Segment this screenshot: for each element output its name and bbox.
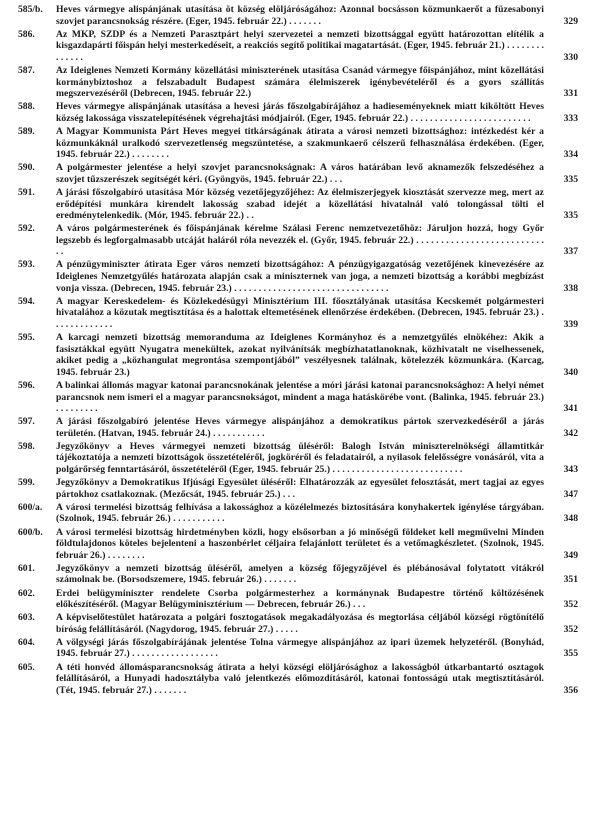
entry-page-number: 352 (563, 623, 578, 635)
entry-page-number: 352 (563, 599, 578, 611)
entry-number: 594. (18, 295, 35, 307)
entry-number: 601. (18, 562, 35, 574)
entry-number: 604. (18, 636, 35, 648)
toc-entry-595 (18, 332, 578, 378)
entry-page-number: 342 (563, 427, 578, 439)
entry-page-number: 339 (563, 318, 578, 330)
entry-text: Erdei belügyminiszter rendelete Csorba polgármesterhez a kormánynak Budapestre történő költözésének előkészítéséről. (Magyar Belügyminisztérium — Debrecen, február 26.) . . . (56, 587, 544, 611)
entry-page-number: 333 (563, 112, 578, 124)
entry-number: 585/b. (18, 4, 43, 15)
entry-number: 597. (18, 416, 35, 428)
entry-text: A járási főszolgabíró jelentése Heves vármegye alispánjához a demokratikus pártok szervezkedéséről a járás területén. (Hatvan, 1945. február 24.) . . . . . . . . . . . (56, 416, 544, 439)
entry-number: 600/a. (18, 501, 43, 513)
entry-text: A pénzügyminiszter átirata Eger város nemzeti bizottságához: A pénzügyigazgatóság vezetőjének kinevezésére az Ideiglenes Nemzetgyűlés határozata alapján csak a miniszternek van joga, a nemzeti bizottság a korábbi megbízást vonja vissza. (Debrecen, 1945. február 23.) . . . . . . . . . . . . . . . . . . . . . . . . . . . . . . . . (56, 259, 544, 294)
toc-entry-585b (18, 4, 578, 27)
toc-entry-602 (18, 588, 578, 611)
entry-number: 587. (18, 64, 35, 76)
entry-text: Az MKP, SZDP és a Nemzeti Parasztpárt helyi szervezetei a nemzeti bizottsággal együtt határozottan elítélik a kisgazdapárti főispán helyi mesterkedéseit, a reakciós segítő politikai magatartását. (Eger, 1945. február 21.) . . . . . . . . . . . . . . (56, 28, 544, 63)
entry-text: A téti honvéd állomásparancsnokság átirata a helyi községi elöljárósághoz a lakosságból útkarbantartó osztagok felállításáról, a Hunyadi hadosztályba való jelentkezés előmozdításáról, katonai fontosságú utak megtisztításáról. (Tét, 1945. február 27.) . . . . . . . (56, 661, 544, 696)
toc-entry-600a (18, 502, 578, 525)
entry-number: 605. (18, 661, 35, 673)
entry-number: 600/b. (18, 526, 43, 538)
entry-text: A képviselőtestület határozata a polgári fosztogatások megakadályozása és megtorlása céljából községi rögtönítélő bíróság felállításáról. (Nagydorog, 1945. február 27.) . . . . . (56, 612, 544, 635)
entry-page-number: 335 (563, 210, 578, 222)
entry-page-number: 340 (563, 366, 578, 378)
entry-text: Jegyzőkönyv a Heves vármegyei nemzeti bizottság üléséről: Balogh István miniszterelnökségi államtitkár tájékoztatója a nemzeti bizottságok összetételéről, jogköréről és feladatairól, a nyilasok felelősségre vonásáról, vita a polgárőrség fenntartásáról, összetételéről (Eger, 1945. február 25.) . . . . . . . . . . . . . . . . . . . . . . . . . . . (56, 440, 544, 476)
entry-number: 586. (18, 28, 35, 40)
entry-number: 593. (18, 259, 35, 271)
toc-entry-597 (18, 416, 578, 439)
entry-page-number: 347 (563, 488, 578, 500)
entry-text: A város polgármesterének és főispánjának kérelme Szálasi Ferenc nemzetvezetőhöz: Járuljon hozzá, hogy Győr legszebb és legforgalmasabb utcáját haláról róla nevezzék el. (Győr, 1945. február 22.) . . . . . . . . . . . . . . . . . . . . . . . . . . . . (56, 223, 544, 258)
toc-entry-594 (18, 296, 578, 331)
entry-page-number: 348 (563, 513, 578, 525)
entry-page-number: 329 (563, 15, 578, 27)
entry-text: A városi termelési bizottság felhívása a lakossághoz a közélelmezés biztosítására konyhakertek igénylése tárgyában. (Szolnok, 1945. február 26.) . . . . . . . . . . . (56, 501, 544, 525)
toc-entry-593 (18, 259, 578, 294)
entry-page-number: 349 (563, 549, 578, 561)
entry-page-number: 341 (563, 403, 578, 415)
entry-page-number: 355 (563, 648, 578, 660)
entry-number: 595. (18, 332, 35, 344)
entry-text: Jegyzőkönyv a nemzeti bizottság üléséről, amelyen a község főjegyzőjével és plébánosával folytatott vitákról számolnak be. (Borsodszemere, 1945. február 26.) . . . . . . . (56, 562, 544, 586)
entry-number: 592. (18, 223, 35, 235)
entry-text: Jegyzőkönyv a Demokratikus Ifjúsági Egyesület üléséről: Elhatározzák az egyesület felosztását, mert tagjai az egyes pártokhoz csatlakoznak. (Mezőcsát, 1945. február 25.) . . . (56, 477, 544, 500)
entry-text: A balinkai állomás magyar katonai parancsnokának jelentése a móri járási katonai parancsnoksághoz: A helyi német parancsnok nem ismeri el a magyar parancsnokságot, mindent a maga hatáskörébe vont. (Balinka, 1945. február 23.) . . . . . . . . . (56, 379, 544, 415)
entry-number: 603. (18, 612, 35, 624)
toc-entry-587 (18, 65, 578, 100)
toc-entry-604 (18, 637, 578, 660)
entry-number: 590. (18, 162, 35, 174)
toc-entry-590 (18, 162, 578, 185)
toc-entry-600b (18, 527, 578, 562)
entry-number: 588. (18, 101, 35, 113)
entry-text: A városi termelési bizottság hirdetményben közli, hogy elsősorban a jó minőségű földeket kell megművelni Minden földtulajdonos köteles bejelenteni a haszonbérlet céljaira felajánlott területet és a vetőmagkészletet. (Szolnok, 1945. február 26.) . . . . . . . . (56, 526, 544, 561)
entry-number: 591. (18, 186, 35, 198)
entry-text: Az Ideiglenes Nemzeti Kormány közellátási miniszterének utasítása Csanád vármegye főispánjához, mint közellátási kormánybiztoshoz a felszabadult Budapest számára élelmiszerek igénybevételéről és a gyors szállítás megszervezéséről (Debrecen, 1945. február 22.) (56, 64, 544, 100)
entry-page-number: 330 (563, 51, 578, 63)
toc-entry-596 (18, 380, 578, 415)
entry-page-number: 343 (563, 464, 578, 476)
entry-page-number: 331 (563, 88, 578, 100)
entry-number: 599. (18, 477, 35, 489)
entry-text: Heves vármegye alispánjának utasítása a hevesi járás főszolgabírájához a hadieseményeknek miatt kiköltött Heves község lakossága visszatelepítésének végrehajtási módjairól. (Eger, 1945. február 22.) . . . . . . . . . . . . . . . . . . . . . . . . . (56, 101, 544, 124)
entry-page-number: 337 (563, 246, 578, 258)
toc-entry-605 (18, 662, 578, 697)
toc-entry-599 (18, 477, 578, 500)
entry-text: A polgármester jelentése a helyi szovjet parancsnokságnak: A város határában levő aknamezők felszedéséhez a szovjet tűzszerészek segítségét kéri. (Gyöngyös, 1945. február 22.) . . . (56, 162, 544, 185)
toc-entry-588 (18, 101, 578, 124)
entry-text: A völgységi járás főszolgabírájának jelentése Tolna vármegye alispánjához az ipari üzemek helyzetéről. (Bonyhád, 1945. február 27.) . . . . . . . . . . . . . . . . . . (56, 636, 544, 660)
entry-text: A magyar Kereskedelem- és Közlekedésügyi Minisztérium III. főosztályának utasítása Kecskemét polgármesteri hivatalához a közutak megtisztítása és a halottak eltemetésének ellenőrzése érdekében. (Debrecen, 1945. február 23.) . . . . . . . . . . . . . (56, 295, 544, 330)
toc-entry-586 (18, 29, 578, 64)
entry-number: 602. (18, 587, 35, 599)
entry-page-number: 338 (563, 282, 578, 294)
entry-text: A Magyar Kommunista Párt Heves megyei titkárságának átirata a városi nemzeti bizottsághoz: intézkedést kér a közmunkáknál uralkodó szervezetlenség megszüntetése, a szakmunkaerő célszerű felhasználása érdekében. (Eger, 1945. február 22.) . . . . . . . . (56, 125, 544, 161)
entry-page-number: 335 (563, 173, 578, 185)
entry-text: A karcagi nemzeti bizottság memoranduma az Ideiglenes Kormányhoz és a nemzetgyűlés elnökéhez: Akik a fasisztákkal együtt Nyugatra menekültek, azokat nyilvánítsák megbízhatatlanoknak, közhivatalt ne viselhessenek, akiket pedig a „közhangulat megrontása szempontjából” veszélyesnek találnak, kötelezzék közmunkára. (Karcag, 1945. február 23.) (56, 332, 544, 378)
entry-number: 596. (18, 379, 35, 391)
entry-number: 598. (18, 440, 35, 452)
toc-entry-603 (18, 612, 578, 635)
entry-number: 589. (18, 125, 35, 137)
toc-entry-591 (18, 187, 578, 222)
toc-entry-601 (18, 563, 578, 586)
entry-page-number: 351 (563, 574, 578, 586)
toc-entry-589 (18, 126, 578, 161)
entry-page-number: 334 (563, 149, 578, 161)
entry-page-number: 356 (563, 684, 578, 696)
toc-entry-592 (18, 223, 578, 258)
toc-entry-598 (18, 441, 578, 476)
entry-text: A járási főszolgabíró utasítása Mór község vezetőjegyzőjéhez: Az élelmiszerjegyek kiosztását szervezze meg, mert az erődépítési munkára kirendelt lakosság szabad idejét a közellátási hivatalnál való tolongással tölti el eredménytelenkedik. (Mór, 1945. február 22.) . . (56, 186, 544, 222)
entry-text: Heves vármegye alispánjának utasítása öt község elöljáróságához: Azonnal bocsásson közmunkaerőt a füzesabonyi szovjet parancsnokság részére. (Eger, 1945. február 22.) . . . . . . . (56, 4, 544, 27)
